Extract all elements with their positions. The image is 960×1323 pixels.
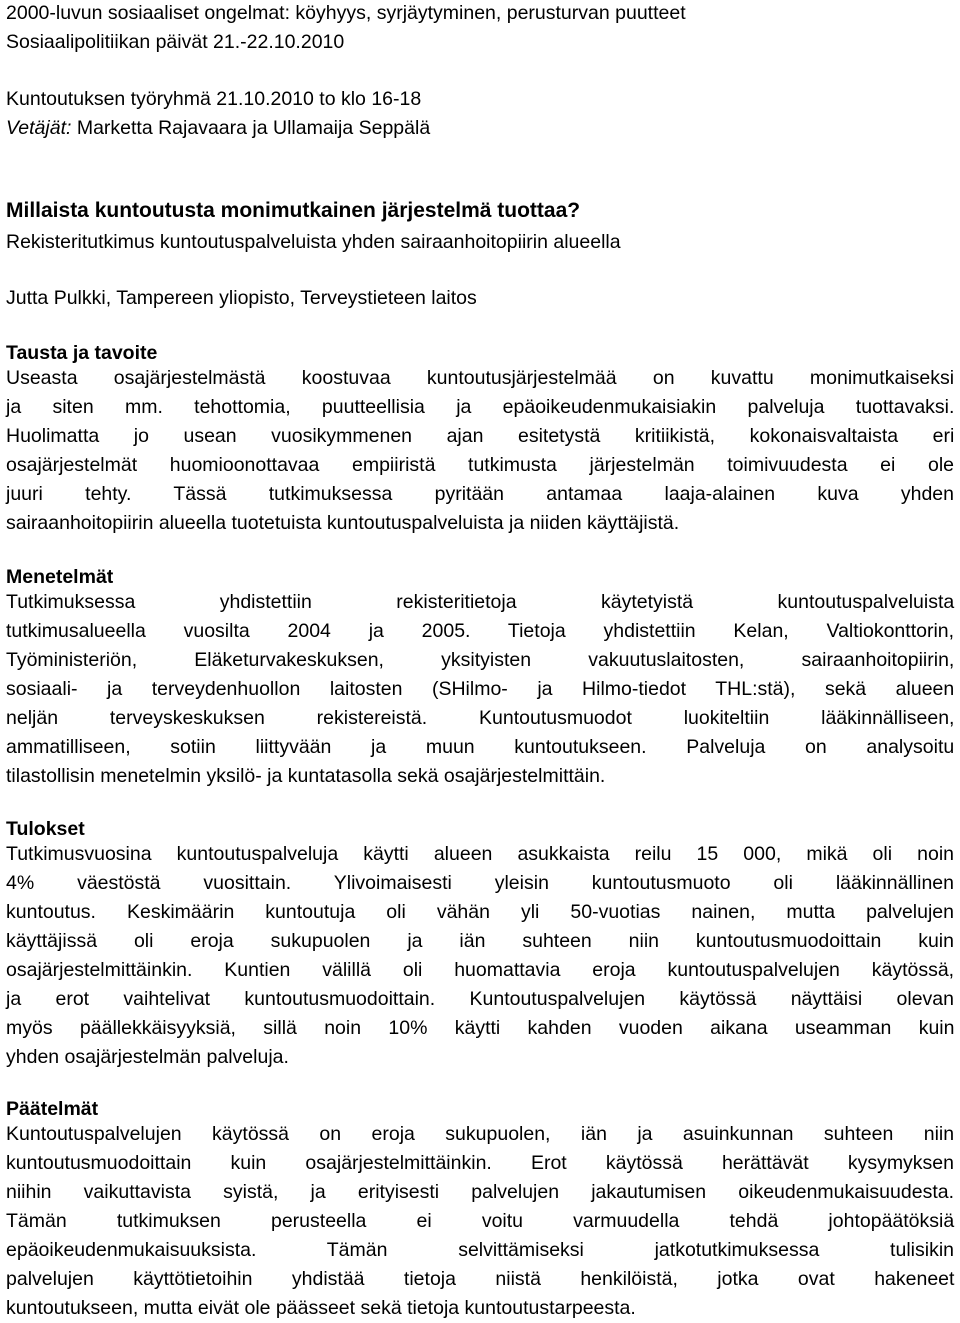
paragraph-line: juuri tehty. Tässä tutkimuksessa pyritään antamaa laaja-alainen kuva yhden <box>6 483 954 505</box>
paragraph-line: kuntoutukseen, mutta eivät ole päässeet sekä tietoja kuntoutustarpeesta. <box>6 1297 636 1319</box>
working-group-leaders <box>6 117 430 139</box>
section-body-methods <box>6 588 954 791</box>
section-body-background <box>6 364 954 538</box>
paragraph-line: osajärjestelmittäinkin. Kuntien välillä oli huomattavia eroja kuntoutuspalvelujen käytössä, <box>6 959 955 981</box>
paragraph-line: Useasta osajärjestelmästä koostuvaa kuntoutusjärjestelmää on kuvattu monimutkaiseksi <box>6 367 955 389</box>
section-body-results <box>6 840 954 1072</box>
paragraph-line: osajärjestelmät huomioonottavaa empiiristä tutkimusta järjestelmän toimivuudesta ei ole <box>6 454 954 476</box>
paragraph-line: Tutkimuksessa yhdistettiin rekisteritietoja käytetyistä kuntoutuspalveluista <box>6 591 955 613</box>
paragraph-line: ja erot vaihtelivat kuntoutusmuodoittain. Kuntoutuspalvelujen käytössä näyttäisi olevan <box>6 988 954 1010</box>
paragraph-line: sosiaali- ja terveydenhuollon laitosten (SHilmo- ja Hilmo-tiedot THL:stä), sekä alueen <box>6 678 955 700</box>
section-heading-background: Tausta ja tavoite <box>6 342 158 364</box>
section-heading-conclusions: Päätelmät <box>6 1098 99 1120</box>
paragraph-line: kuntoutus. Keskimäärin kuntoutuja oli vähän yli 50-vuotias nainen, mutta palvelujen <box>6 901 954 923</box>
paragraph-line: palvelujen käyttötietoihin yhdistää tietoja niistä henkilöistä, jotka ovat hakeneet <box>6 1268 955 1290</box>
paper-author: Jutta Pulkki, Tampereen yliopisto, Terveystieteen laitos <box>6 287 477 309</box>
leaders-names: Marketta Rajavaara ja Ullamaija Seppälä <box>71 117 431 139</box>
paragraph-line: Kuntoutuspalvelujen käytössä on eroja sukupuolen, iän ja asuinkunnan suhteen niin <box>6 1123 955 1145</box>
paragraph-line: kuntoutusmuodoittain kuin osajärjestelmittäinkin. Erot käytössä herättävät kysymyksen <box>6 1152 954 1174</box>
paragraph-line: epäoikeudenmukaisuuksista. Tämän selvittämiseksi jatkotutkimuksessa tulisikin <box>6 1239 954 1261</box>
paragraph-line: tutkimusalueella vuosilta 2004 ja 2005. Tietoja yhdistettiin Kelan, Valtiokonttorin, <box>6 620 955 642</box>
paragraph-line: ammatilliseen, sotiin liittyvään ja muun kuntoutukseen. Palveluja on analysoitu <box>6 736 955 758</box>
paragraph-line: neljän terveyskeskuksen rekistereistä. Kuntoutusmuodot luokiteltiin lääkinnälliseen, <box>6 707 955 729</box>
section-heading-results: Tulokset <box>6 818 85 840</box>
conference-name: Sosiaalipolitiikan päivät 21.-22.10.2010 <box>6 31 345 53</box>
paragraph-line: myös päällekkäisyyksiä, sillä noin 10% käytti kahden vuoden aikana useamman kuin <box>6 1017 955 1039</box>
section-heading-methods: Menetelmät <box>6 566 114 588</box>
paragraph-line: Tämän tutkimuksen perusteella ei voitu varmuudella tehdä johtopäätöksiä <box>6 1210 955 1232</box>
paragraph-line: 4% väestöstä vuosittain. Ylivoimaisesti yleisin kuntoutusmuoto oli lääkinnällinen <box>6 872 954 894</box>
paper-title: Millaista kuntoutusta monimutkainen järjestelmä tuottaa? <box>6 199 581 222</box>
paragraph-line: sairaanhoitopiirin alueella tuotetuista kuntoutuspalveluista ja niiden käyttäjistä. <box>6 512 680 534</box>
conference-theme: 2000-luvun sosiaaliset ongelmat: köyhyys, syrjäytyminen, perusturvan puutteet <box>6 2 686 24</box>
paragraph-line: ja siten mm. tehottomia, puutteellisia ja epäoikeudenmukaisiakin palveluja tuottavaksi. <box>6 396 955 418</box>
paragraph-line: yhden osajärjestelmän palveluja. <box>6 1046 289 1068</box>
paragraph-line: Huolimatta jo usean vuosikymmenen ajan esitetystä kritiikistä, kokonaisvaltaista eri <box>6 425 955 447</box>
paragraph-line: niihin vaikuttavista syistä, ja erityisesti palvelujen jakautumisen oikeudenmukaisuudesta. <box>6 1181 954 1203</box>
paragraph-line: tilastollisin menetelmin yksilö- ja kuntatasolla sekä osajärjestelmittäin. <box>6 765 606 787</box>
working-group: Kuntoutuksen työryhmä 21.10.2010 to klo 16-18 <box>6 88 422 110</box>
paper-subtitle: Rekisteritutkimus kuntoutuspalveluista yhden sairaanhoitopiirin alueella <box>6 231 621 253</box>
paragraph-line: Tutkimusvuosina kuntoutuspalveluja käytti alueen asukkaista reilu 15 000, mikä oli noin <box>6 843 954 865</box>
paragraph-line: Työministeriön, Eläketurvakeskuksen, yksityisten vakuutuslaitosten, sairaanhoitopiirin, <box>6 649 955 671</box>
section-body-conclusions <box>6 1120 954 1323</box>
leaders-label: Vetäjät: <box>6 117 72 139</box>
paragraph-line: käyttäjissä oli eroja sukupuolen ja iän suhteen niin kuntoutusmuodoittain kuin <box>6 930 954 952</box>
